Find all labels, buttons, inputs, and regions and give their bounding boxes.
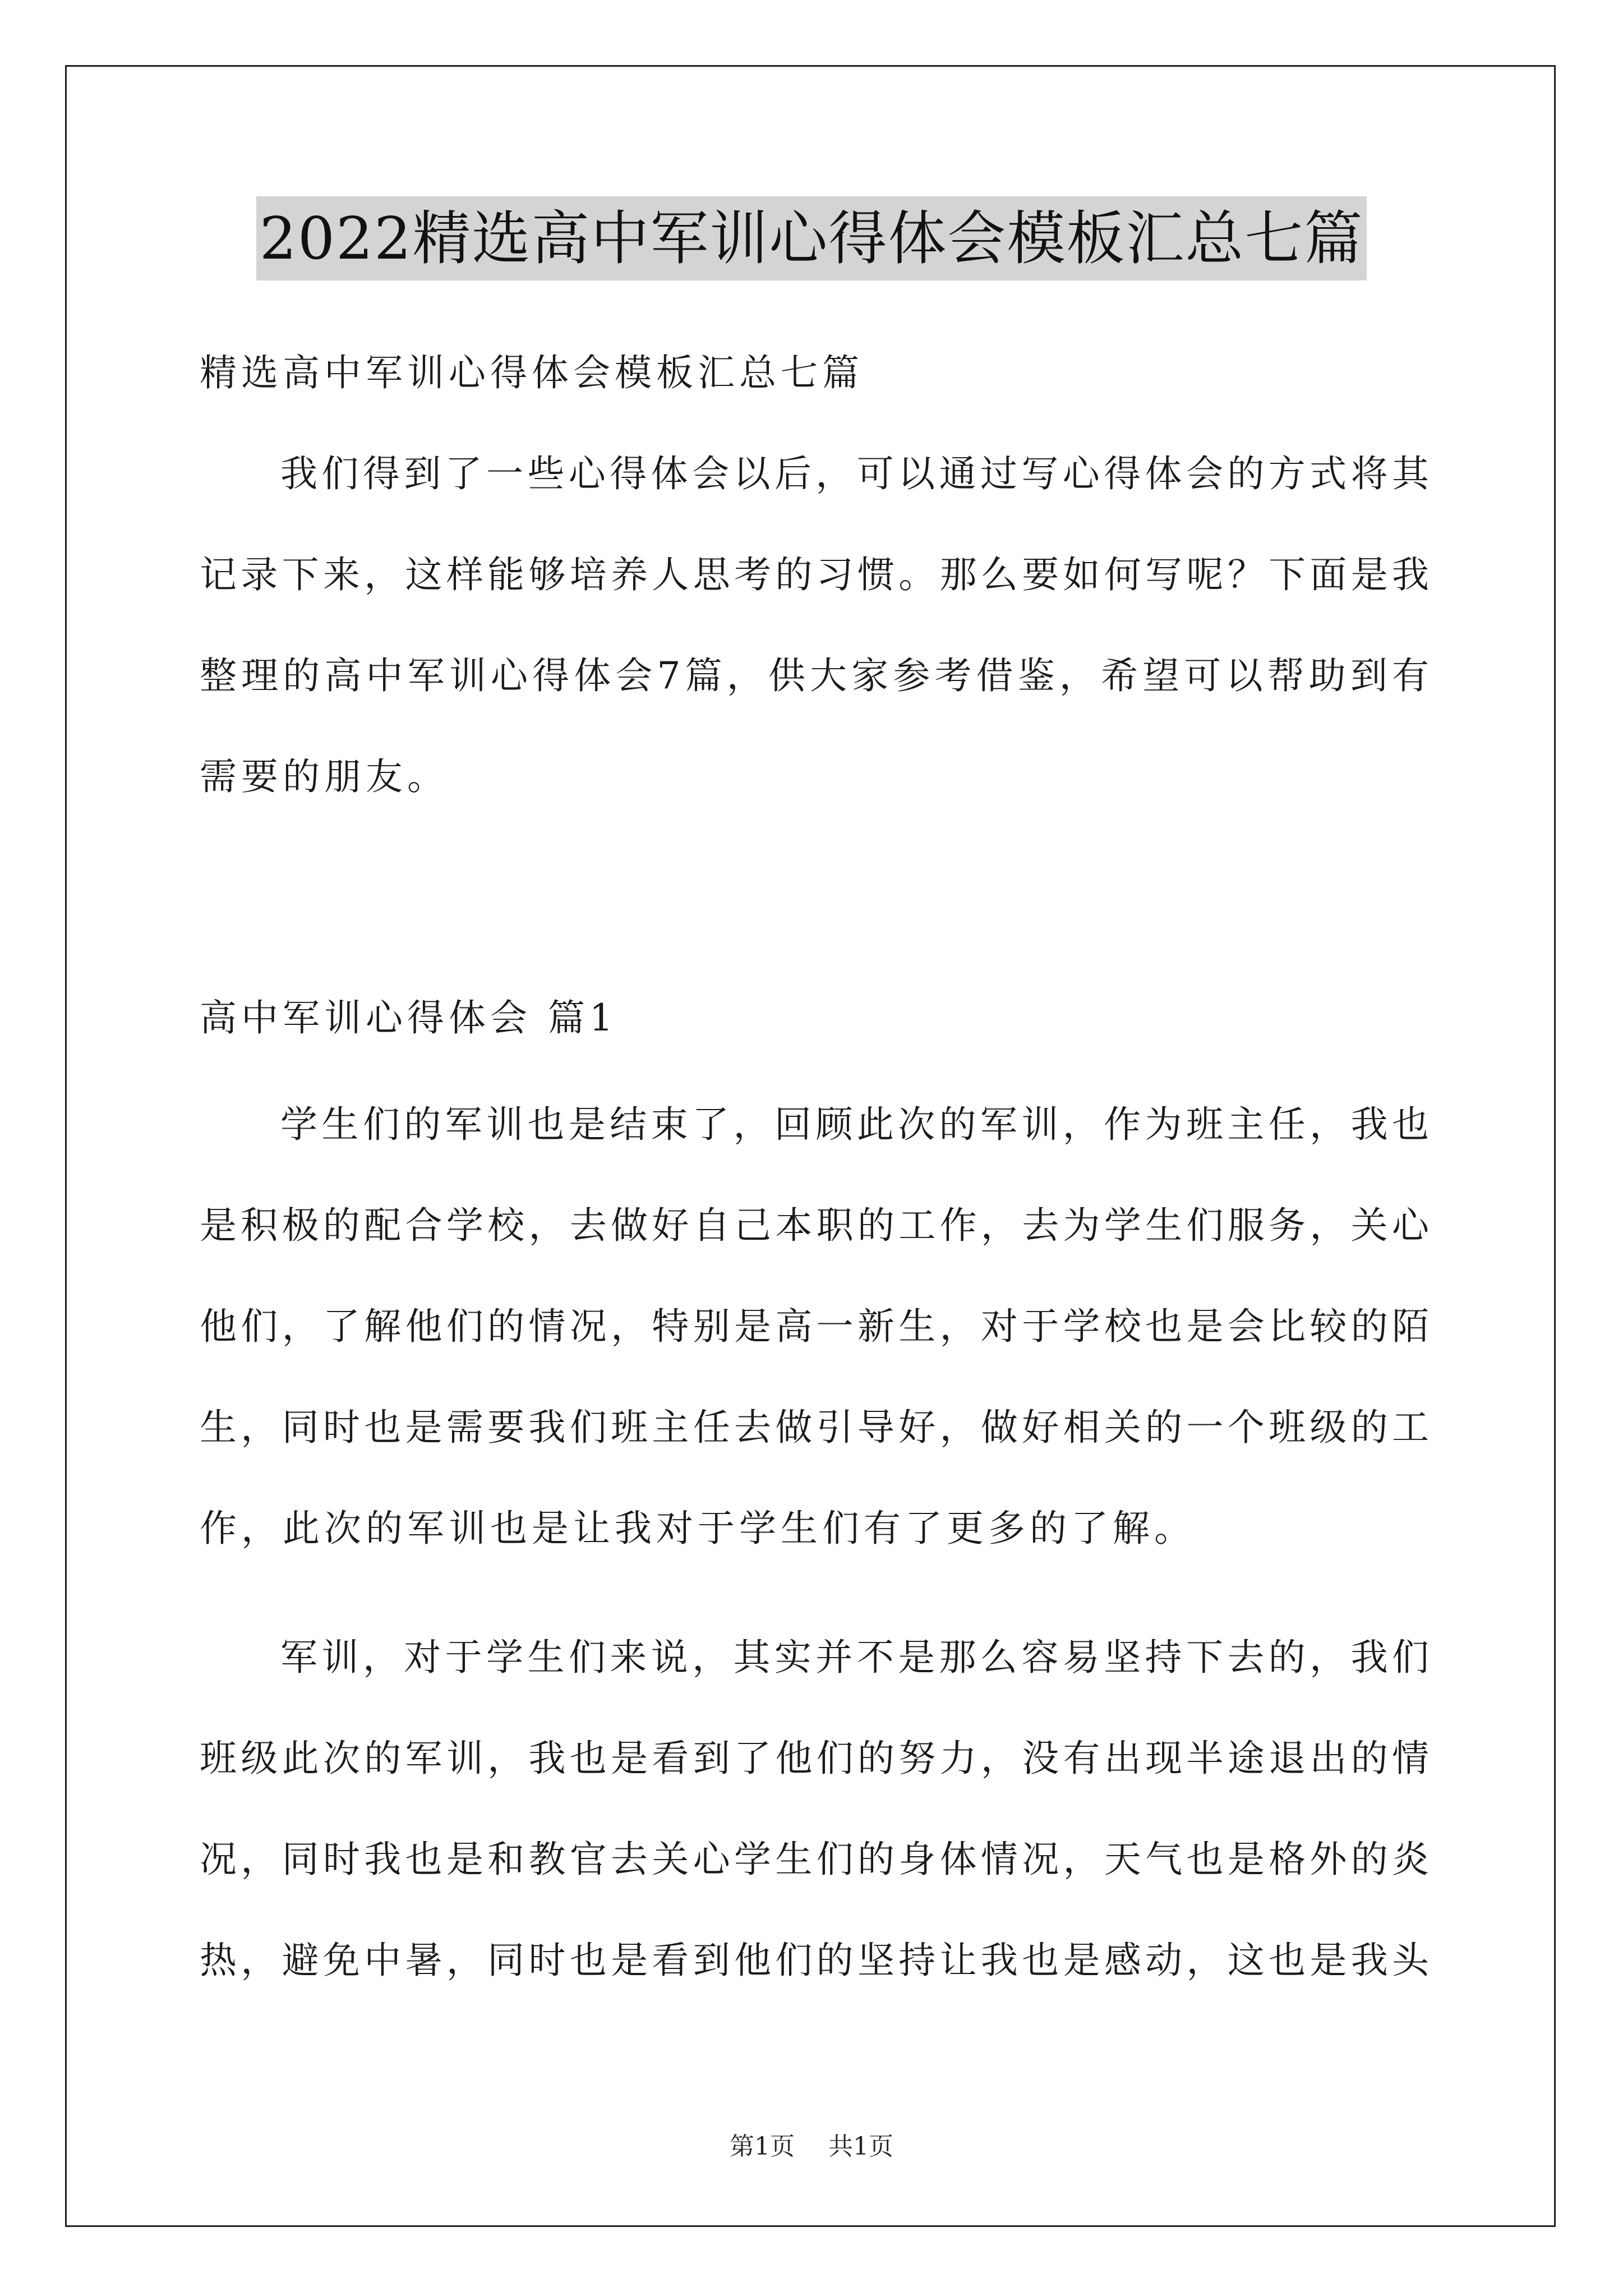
document-title: 2022精选高中军训心得体会模板汇总七篇 (256, 196, 1367, 280)
paragraph-line: 热，避免中暑，同时也是看到他们的坚持让我也是感动，这也是我头 (200, 1939, 1429, 1982)
paragraph-line: 学生们的军训也是结束了，回顾此次的军训，作为班主任，我也 (280, 1103, 1429, 1146)
paragraph-line: 军训，对于学生们来说，其实并不是那么容易坚持下去的，我们 (280, 1636, 1429, 1679)
intro-line: 整理的高中军训心得体会7篇，供大家参考借鉴，希望可以帮助到有 (200, 654, 1429, 697)
section-heading: 高中军训心得体会 篇1 (200, 996, 617, 1039)
page-number: 第1页 (730, 2132, 795, 2161)
page-total: 共1页 (828, 2132, 893, 2161)
paragraph-line: 他们，了解他们的情况，特别是高一新生，对于学校也是会比较的陌 (200, 1305, 1429, 1348)
title-container (0, 196, 1623, 280)
page-footer (0, 2126, 1623, 2162)
intro-line: 我们得到了一些心得体会以后，可以通过写心得体会的方式将其 (280, 452, 1429, 495)
paragraph-line: 作，此次的军训也是让我对于学生们有了更多的了解。 (200, 1507, 1196, 1550)
intro-line: 记录下来，这样能够培养人思考的习惯。那么要如何写呢？下面是我 (200, 553, 1429, 596)
paragraph-line: 班级此次的军训，我也是看到了他们的努力，没有出现半途退出的情 (200, 1737, 1429, 1780)
paragraph-line: 况，同时我也是和教官去关心学生们的身体情况，天气也是格外的炎 (200, 1838, 1429, 1881)
intro-line: 需要的朋友。 (200, 755, 449, 798)
document-subtitle: 精选高中军训心得体会模板汇总七篇 (200, 351, 864, 394)
paragraph-line: 是积极的配合学校，去做好自己本职的工作，去为学生们服务，关心 (200, 1204, 1429, 1247)
paragraph-line: 生，同时也是需要我们班主任去做引导好，做好相关的一个班级的工 (200, 1406, 1429, 1449)
